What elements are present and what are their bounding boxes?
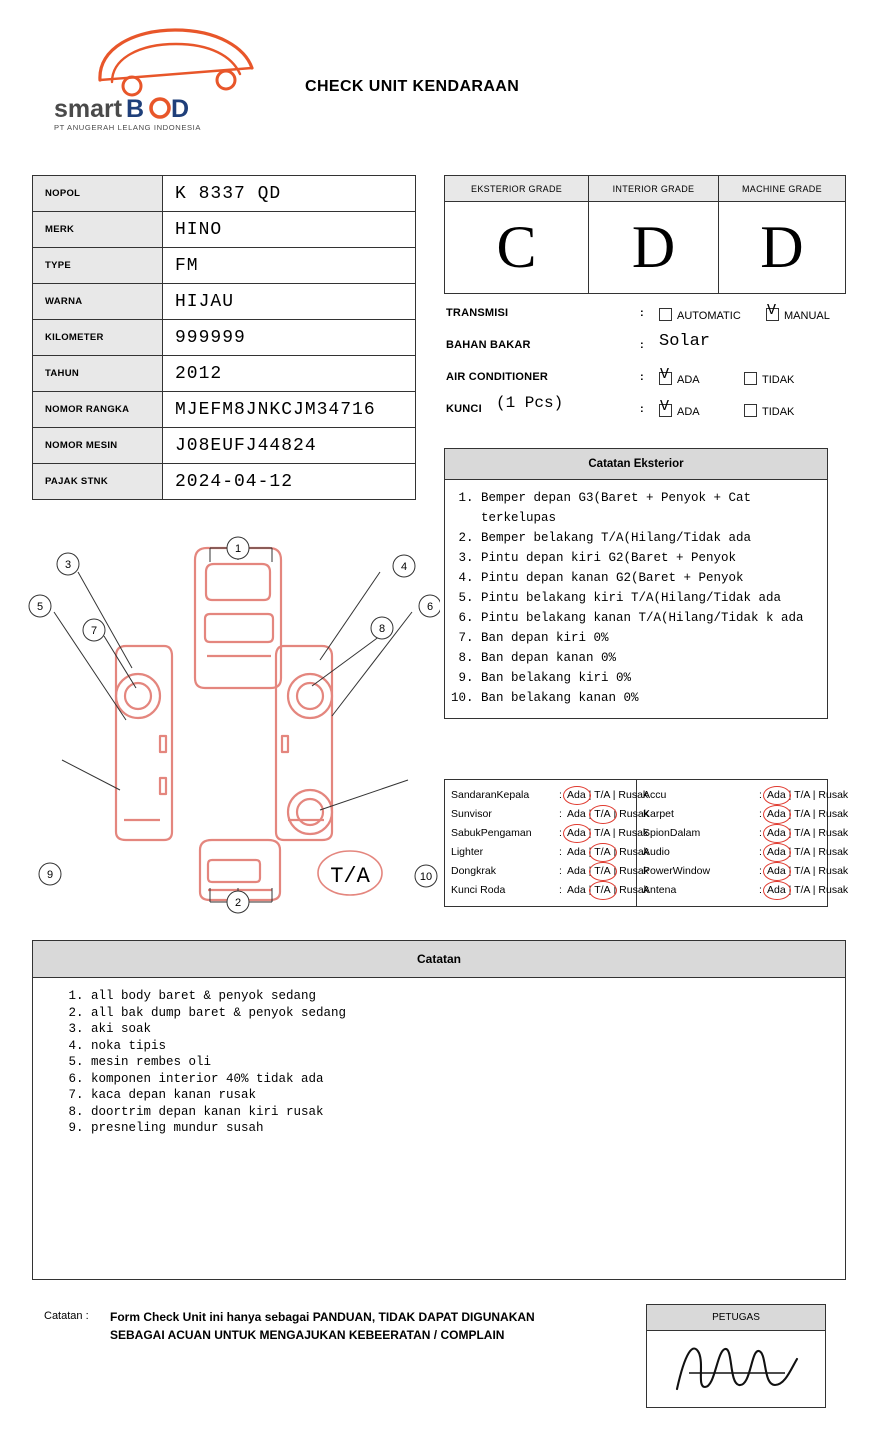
- checkbox-checked-icon: [766, 308, 779, 321]
- svg-text:D: D: [171, 95, 190, 123]
- diagram-callout-2: 2: [234, 897, 242, 909]
- table-row: [33, 176, 416, 212]
- checkbox-ac-tidak[interactable]: [744, 372, 794, 386]
- list-item: 6. komponen interior 40% tidak ada: [91, 1071, 845, 1088]
- list-item: 1. all body baret & penyok sedang: [91, 988, 845, 1005]
- notes-panel: [32, 940, 846, 1280]
- brand-logo: [40, 18, 270, 133]
- info-label-merk: MERK: [33, 212, 163, 248]
- accessory-colon: :: [559, 827, 562, 839]
- grade-value-exterior: C: [445, 202, 589, 294]
- checkbox-box-icon: [659, 308, 672, 321]
- officer-signature-panel: [646, 1304, 826, 1408]
- accessory-option[interactable]: Rusak: [618, 827, 649, 839]
- exterior-notes-body: [445, 480, 827, 718]
- accessory-option-selected[interactable]: T/A: [594, 884, 611, 896]
- accessories-panel: [444, 779, 849, 907]
- accessories-column-right: [637, 780, 849, 906]
- accessory-row-spiondalam: [641, 824, 849, 843]
- accessory-row-dongkrak: [449, 862, 649, 881]
- grade-value-machine: D: [718, 202, 845, 294]
- table-row: [33, 464, 416, 500]
- accessory-option[interactable]: T/A: [794, 808, 810, 820]
- info-value-kilometer: 999999: [163, 320, 416, 356]
- notes-body: [33, 978, 845, 1137]
- accessories-column-left: [445, 780, 649, 906]
- accessory-colon: :: [759, 808, 762, 820]
- accessory-colon: :: [759, 827, 762, 839]
- exterior-notes-panel: [444, 448, 828, 719]
- page-title: CHECK UNIT KENDARAAN: [305, 78, 520, 95]
- accessory-options[interactable]: Ada | T/A | Rusak: [567, 808, 649, 820]
- table-row: [33, 212, 416, 248]
- spec-value-bahan-bakar: Solar: [659, 332, 711, 351]
- accessory-row-karpet: [641, 805, 849, 824]
- checkbox-checked-icon: [659, 372, 672, 385]
- accessory-option[interactable]: Rusak: [818, 789, 849, 801]
- list-item: 6. Pintu belakang kanan T/A(Hilang/Tidak k ada: [481, 608, 817, 628]
- accessory-label: Lighter: [451, 846, 484, 858]
- accessory-option[interactable]: T/A: [794, 865, 810, 877]
- info-label-kilometer: KILOMETER: [33, 320, 163, 356]
- accessory-colon: :: [559, 789, 562, 801]
- notes-title: Catatan: [33, 941, 845, 978]
- info-label-nopol: NOPOL: [33, 176, 163, 212]
- accessory-options[interactable]: Ada | T/A | Rusak: [767, 827, 849, 839]
- list-item: 5. Pintu belakang kiri T/A(Hilang/Tidak ada: [481, 588, 817, 608]
- accessory-colon: :: [559, 865, 562, 877]
- accessory-option-selected[interactable]: Ada: [767, 884, 786, 896]
- accessory-options[interactable]: Ada | T/A | Rusak: [767, 789, 849, 801]
- info-label-type: TYPE: [33, 248, 163, 284]
- info-value-nomor-mesin: J08EUFJ44824: [163, 428, 416, 464]
- table-row: [33, 392, 416, 428]
- accessory-label: PowerWindow: [643, 865, 711, 877]
- info-label-pajak-stnk: PAJAK STNK: [33, 464, 163, 500]
- grade-value-row: [445, 202, 846, 294]
- diagram-callout-4: 4: [400, 561, 408, 573]
- checkbox-box-icon: [744, 372, 757, 385]
- diagram-callout-9: 9: [46, 869, 54, 881]
- diagram-callout-6: 6: [426, 601, 434, 613]
- diagram-callout-1: 1: [234, 543, 242, 555]
- vehicle-damage-diagram: [20, 520, 440, 930]
- accessory-row-sunvisor: [449, 805, 649, 824]
- spec-row-kunci: [444, 396, 846, 428]
- list-item: 2. Bemper belakang T/A(Hilang/Tidak ada: [481, 528, 817, 548]
- grade-header-machine: MACHINE GRADE: [718, 176, 845, 202]
- accessory-options[interactable]: Ada | T/A | Rusak: [567, 846, 649, 858]
- info-label-warna: WARNA: [33, 284, 163, 320]
- accessory-option[interactable]: Ada: [567, 865, 586, 877]
- accessory-label: Kunci Roda: [451, 884, 506, 896]
- checkbox-kunci-ada[interactable]: [659, 404, 700, 418]
- checkbox-label: TIDAK: [762, 374, 795, 386]
- list-item: 3. aki soak: [91, 1021, 845, 1038]
- grade-header-interior: INTERIOR GRADE: [589, 176, 719, 202]
- svg-text:PT ANUGERAH LELANG INDONESIA: PT ANUGERAH LELANG INDONESIA: [54, 123, 202, 132]
- accessory-row-lighter: [449, 843, 649, 862]
- checkbox-label: ADA: [677, 374, 700, 386]
- accessory-option[interactable]: T/A: [594, 827, 610, 839]
- accessory-label: SpionDalam: [643, 827, 701, 839]
- table-row: [33, 248, 416, 284]
- info-value-nopol: K 8337 QD: [163, 176, 416, 212]
- accessory-option[interactable]: Ada: [567, 846, 586, 858]
- checkbox-label: MANUAL: [784, 310, 830, 322]
- checkbox-kunci-tidak[interactable]: [744, 404, 794, 418]
- list-item: 4. Pintu depan kanan G2(Baret + Penyok: [481, 568, 817, 588]
- diagram-callout-3: 3: [64, 559, 72, 571]
- accessory-options[interactable]: Ada | T/A | Rusak: [567, 827, 649, 839]
- accessory-options[interactable]: Ada | T/A | Rusak: [767, 808, 849, 820]
- spec-row-air-conditioner: [444, 364, 846, 396]
- accessory-options[interactable]: Ada | T/A | Rusak: [567, 884, 649, 896]
- diagram-stamp-label: T/A: [330, 864, 370, 889]
- checkbox-label: ADA: [677, 406, 700, 418]
- spec-label-transmisi: TRANSMISI: [446, 307, 509, 319]
- accessory-option[interactable]: Rusak: [619, 884, 649, 896]
- accessory-option[interactable]: T/A: [794, 827, 810, 839]
- accessory-option[interactable]: Rusak: [818, 865, 849, 877]
- accessory-option-selected[interactable]: Ada: [767, 789, 786, 801]
- officer-label: PETUGAS: [647, 1305, 825, 1331]
- diagram-callout-7: 7: [90, 625, 98, 637]
- footer-label: Catatan :: [44, 1310, 89, 1322]
- spec-list: [444, 300, 846, 428]
- accessory-label: Accu: [643, 789, 667, 801]
- checkbox-box-icon: [744, 404, 757, 417]
- exterior-notes-title: Catatan Eksterior: [445, 449, 827, 480]
- svg-text:smart: smart: [54, 95, 123, 123]
- accessory-colon: :: [759, 865, 762, 877]
- list-item: 1. Bemper depan G3(Baret + Penyok + Cat terkelupas: [481, 488, 817, 528]
- accessory-option-selected[interactable]: Ada: [567, 827, 586, 839]
- accessory-row-kunci-roda: [449, 881, 649, 900]
- list-item: 4. noka tipis: [91, 1038, 845, 1055]
- info-label-nomor-rangka: NOMOR RANGKA: [33, 392, 163, 428]
- accessory-option[interactable]: T/A: [794, 789, 810, 801]
- info-value-type: FM: [163, 248, 416, 284]
- accessory-options[interactable]: Ada | T/A | Rusak: [767, 865, 849, 877]
- accessory-option-selected[interactable]: Ada: [567, 789, 586, 801]
- info-value-pajak-stnk: 2024-04-12: [163, 464, 416, 500]
- vehicle-info-table: [32, 175, 416, 500]
- accessory-row-sabukpengaman: [449, 824, 649, 843]
- spec-row-transmisi: [444, 300, 846, 332]
- list-item: 8. doortrim depan kanan kiri rusak: [91, 1104, 845, 1121]
- list-item: 3. Pintu depan kiri G2(Baret + Penyok: [481, 548, 817, 568]
- accessory-row-accu: [641, 786, 849, 805]
- diagram-callout-10: 10: [419, 871, 433, 883]
- accessory-colon: :: [759, 846, 762, 858]
- list-item: 10. Ban belakang kanan 0%: [481, 688, 817, 708]
- accessory-option[interactable]: Rusak: [818, 808, 849, 820]
- checkbox-label: TIDAK: [762, 406, 795, 418]
- accessory-label: SandaranKepala: [451, 789, 530, 801]
- diagram-stamp-ta: [318, 851, 382, 895]
- list-item: 2. all bak dump baret & penyok sedang: [91, 1005, 845, 1022]
- list-item: 7. kaca depan kanan rusak: [91, 1087, 845, 1104]
- accessory-option-selected[interactable]: Ada: [767, 827, 786, 839]
- spec-label-bahan-bakar: BAHAN BAKAR: [446, 339, 531, 351]
- spec-colon: :: [640, 339, 644, 351]
- accessory-option[interactable]: Rusak: [818, 827, 849, 839]
- accessory-colon: :: [759, 789, 762, 801]
- accessory-label: Sunvisor: [451, 808, 492, 820]
- accessory-label: SabukPengaman: [451, 827, 532, 839]
- footer-disclaimer: Form Check Unit ini hanya sebagai PANDUAN, TIDAK DAPAT DIGUNAKAN SEBAGAI ACUAN UNTUK MENGAJUKAN KEBEERATAN / COMPLAIN: [110, 1310, 535, 1342]
- table-row: [33, 356, 416, 392]
- spec-value-kunci-qty: (1 Pcs): [496, 394, 564, 412]
- accessory-option[interactable]: Rusak: [619, 808, 649, 820]
- list-item: 5. mesin rembes oli: [91, 1054, 845, 1071]
- accessory-option[interactable]: Rusak: [818, 846, 849, 858]
- grade-table: [444, 175, 846, 294]
- accessory-option[interactable]: T/A: [594, 789, 610, 801]
- info-label-tahun: TAHUN: [33, 356, 163, 392]
- info-value-warna: HIJAU: [163, 284, 416, 320]
- spec-row-bahan-bakar: [444, 332, 846, 364]
- accessory-row-audio: [641, 843, 849, 862]
- list-item: 7. Ban depan kiri 0%: [481, 628, 817, 648]
- info-label-nomor-mesin: NOMOR MESIN: [33, 428, 163, 464]
- accessory-option[interactable]: Rusak: [618, 789, 649, 801]
- spec-label-kunci: KUNCI: [446, 403, 482, 415]
- accessory-row-powerwindow: [641, 862, 849, 881]
- page-header: [0, 0, 878, 150]
- accessory-label: Dongkrak: [451, 865, 496, 877]
- accessory-options[interactable]: Ada | T/A | Rusak: [567, 865, 649, 877]
- accessory-label: Audio: [643, 846, 670, 858]
- accessory-option[interactable]: T/A: [794, 884, 810, 896]
- spec-colon: :: [640, 371, 644, 383]
- table-row: [33, 320, 416, 356]
- accessory-option[interactable]: Rusak: [619, 865, 649, 877]
- accessory-options[interactable]: Ada | T/A | Rusak: [767, 846, 849, 858]
- list-item: 9. Ban belakang kiri 0%: [481, 668, 817, 688]
- accessory-label: Karpet: [643, 808, 674, 820]
- spec-colon: :: [640, 403, 644, 415]
- accessory-colon: :: [559, 884, 562, 896]
- table-row: [33, 428, 416, 464]
- diagram-callout-8: 8: [378, 623, 386, 635]
- spec-colon: :: [640, 307, 644, 319]
- accessory-option[interactable]: Ada: [567, 884, 586, 896]
- list-item: 8. Ban depan kanan 0%: [481, 648, 817, 668]
- grade-header-exterior: EKSTERIOR GRADE: [445, 176, 589, 202]
- svg-text:B: B: [126, 95, 145, 123]
- diagram-callout-5: 5: [36, 601, 44, 613]
- accessory-option-selected[interactable]: Ada: [767, 865, 786, 877]
- accessory-option-selected[interactable]: Ada: [767, 846, 786, 858]
- accessory-option-selected[interactable]: T/A: [594, 846, 611, 858]
- checkbox-transmisi-automatic[interactable]: [659, 308, 741, 322]
- accessory-colon: :: [559, 808, 562, 820]
- accessory-option-selected[interactable]: T/A: [594, 865, 611, 877]
- info-value-merk: HINO: [163, 212, 416, 248]
- accessory-option-selected[interactable]: Ada: [767, 808, 786, 820]
- checkbox-checked-icon: [659, 404, 672, 417]
- accessory-row-antena: [641, 881, 849, 900]
- accessory-options[interactable]: Ada | T/A | Rusak: [567, 789, 649, 801]
- accessory-colon: :: [759, 884, 762, 896]
- accessory-option[interactable]: Ada: [567, 808, 586, 820]
- accessory-option[interactable]: Rusak: [619, 846, 649, 858]
- accessory-option[interactable]: Rusak: [818, 884, 849, 896]
- table-row: [33, 284, 416, 320]
- accessory-row-sandarankepala: [449, 786, 649, 805]
- info-value-tahun: 2012: [163, 356, 416, 392]
- signature-image: [659, 1333, 815, 1400]
- accessory-colon: :: [559, 846, 562, 858]
- grade-value-interior: D: [589, 202, 719, 294]
- info-value-nomor-rangka: MJEFM8JNKCJM34716: [163, 392, 416, 428]
- accessory-label: Antena: [643, 884, 677, 896]
- checkbox-transmisi-manual[interactable]: [766, 308, 830, 322]
- grade-header-row: [445, 176, 846, 202]
- spec-label-air-conditioner: AIR CONDITIONER: [446, 371, 548, 383]
- checkbox-label: AUTOMATIC: [677, 310, 741, 322]
- accessory-options[interactable]: Ada | T/A | Rusak: [767, 884, 849, 896]
- accessory-option[interactable]: T/A: [794, 846, 810, 858]
- list-item: 9. presneling mundur susah: [91, 1120, 845, 1137]
- checkbox-ac-ada[interactable]: [659, 372, 700, 386]
- accessory-option-selected[interactable]: T/A: [594, 808, 611, 820]
